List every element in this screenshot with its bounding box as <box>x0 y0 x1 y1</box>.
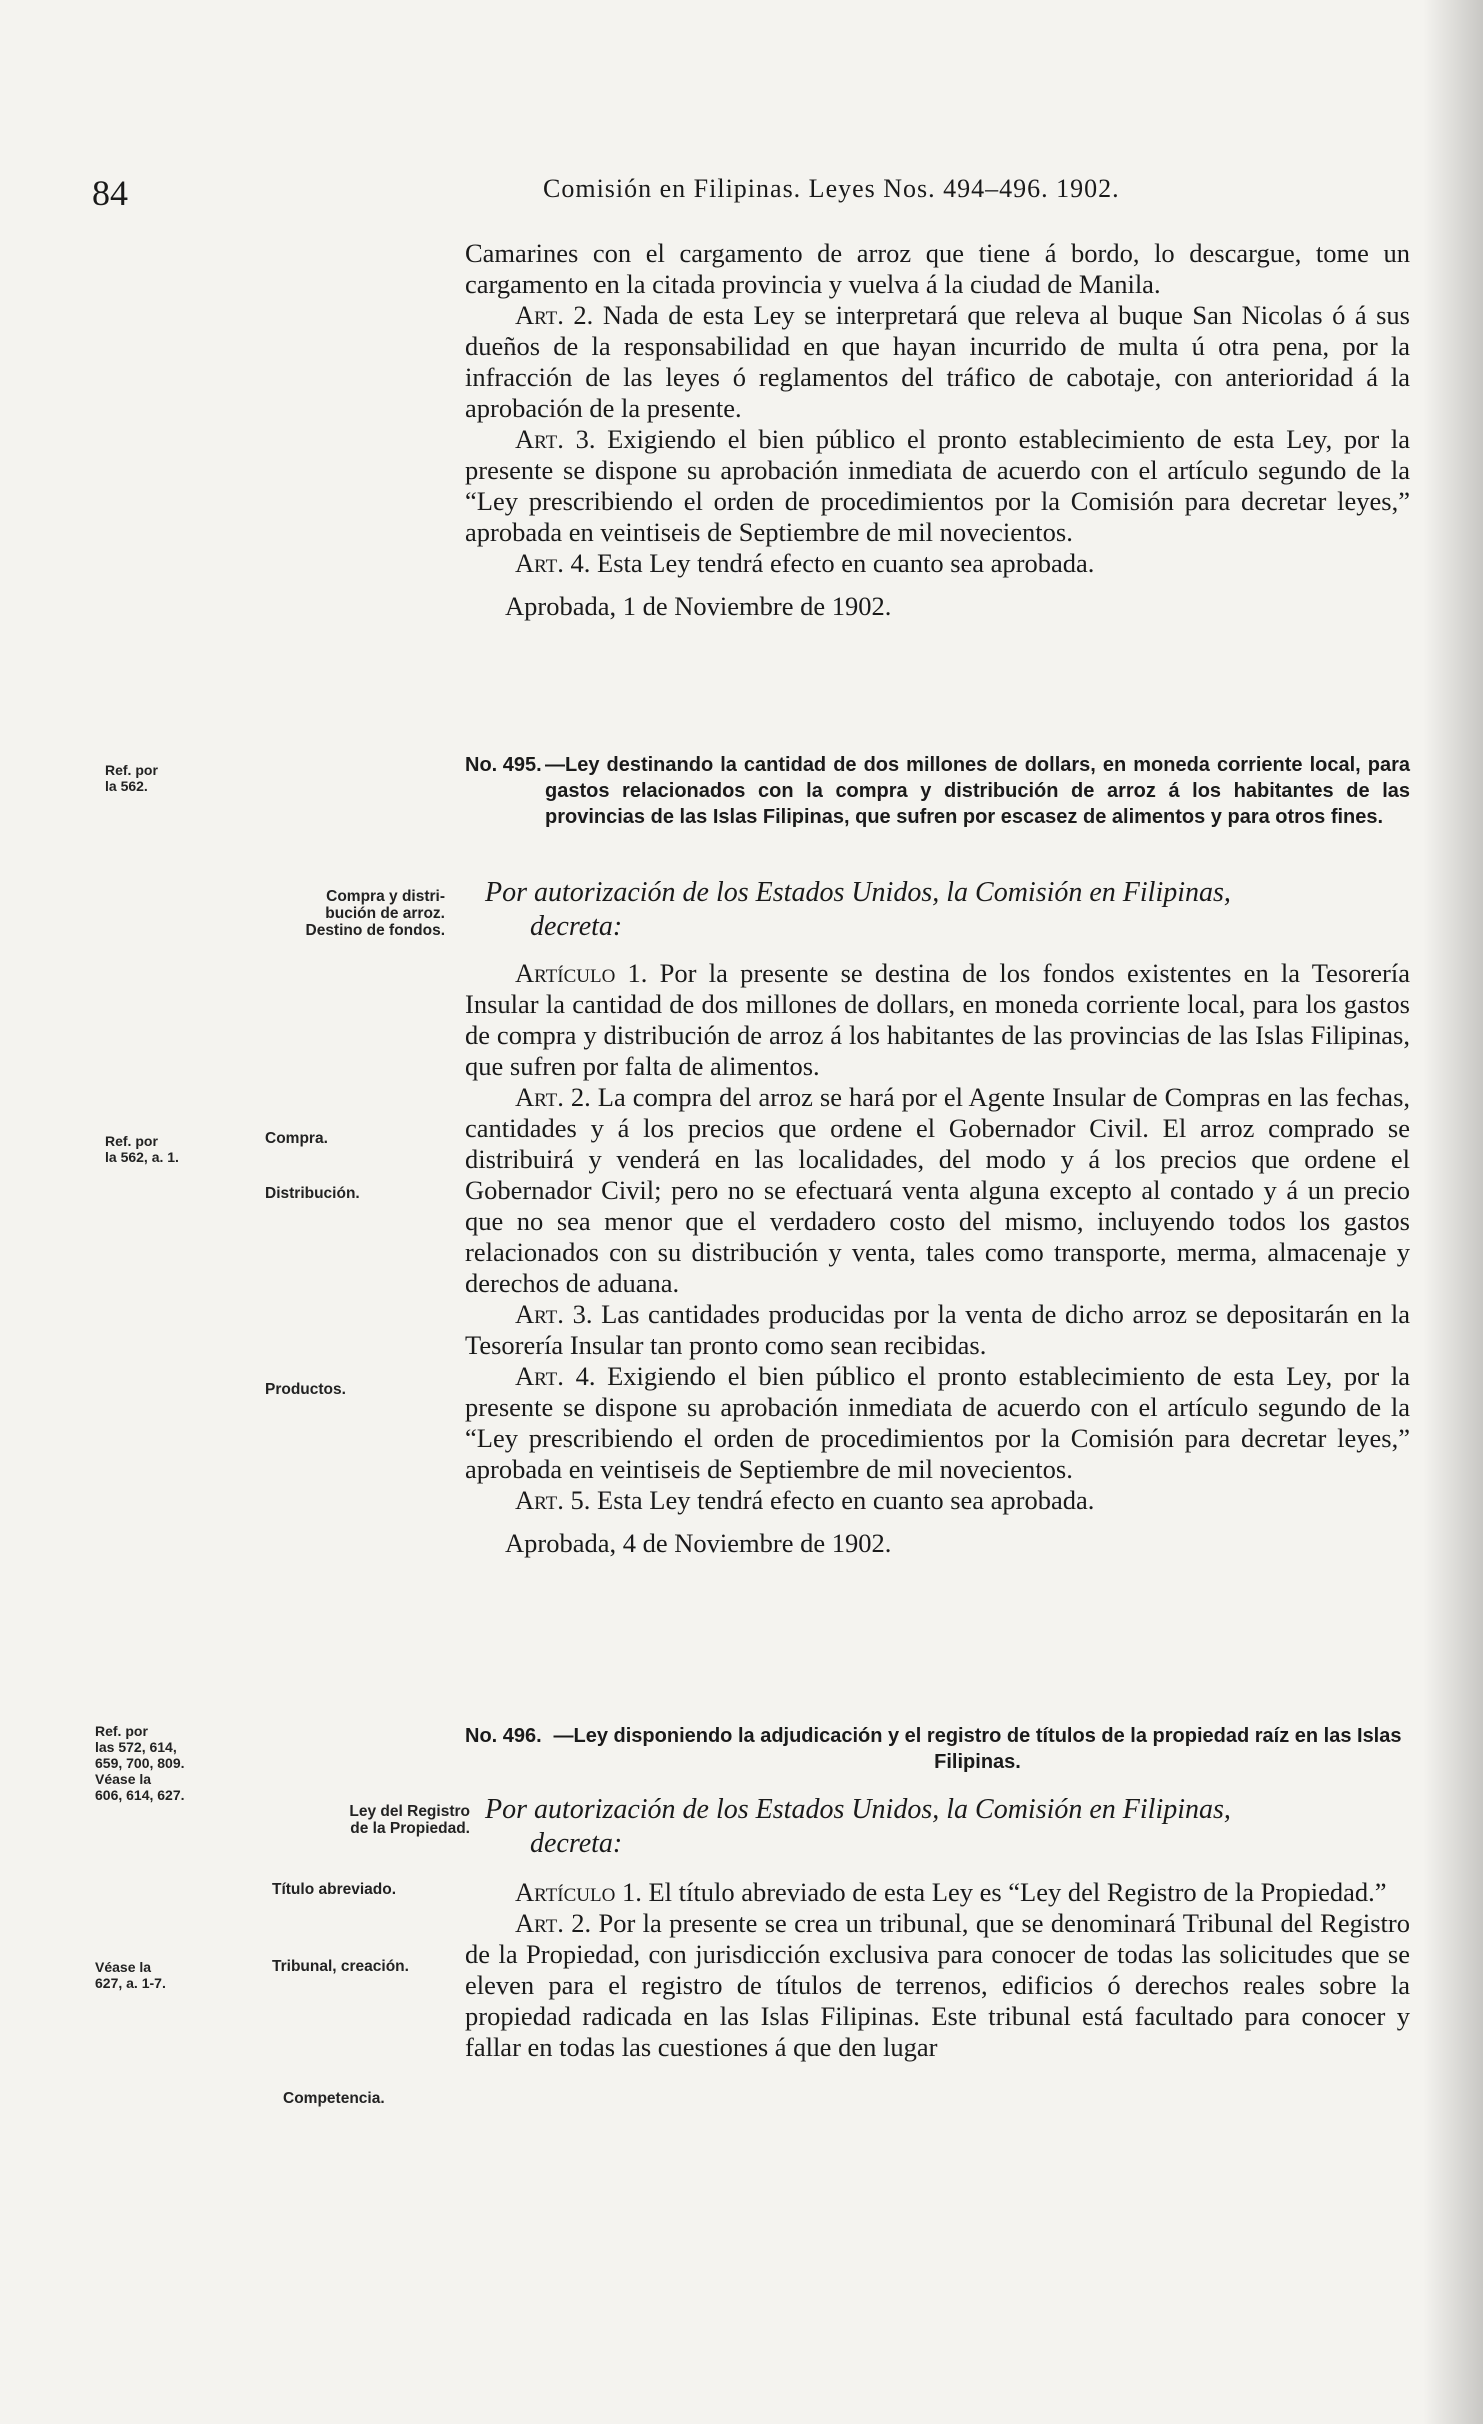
article-label: Artículo 1. <box>515 958 648 988</box>
law-496-heading <box>465 1723 1410 1775</box>
article-text: Exigiendo el bien público el pronto establecimiento de esta Ley, por la presente se dispone su aprobación inmediata de acuerdo con el artículo segundo de la “Ley prescribiendo el orden de procedimientos por la Comisión para decretar leyes,” aprobada en veintiseis de Septiembre de mil novecientos. <box>465 424 1410 547</box>
decreta: decreta: <box>530 1828 623 1859</box>
article-text: Por la presente se crea un tribunal, que se denominará Tribunal del Registro de la Propiedad, con jurisdicción exclusiva para conocer de todas las solicitudes que se eleven para el registro de títulos de terrenos, edificios ó derechos reales sobre la propiedad radicada en las Islas Filipinas. Este tribunal está facultado para conocer y fallar en todas las cuestiones á que den lugar <box>465 1908 1410 2062</box>
article-2 <box>465 1082 1410 1299</box>
law-495-preamble <box>485 876 1410 944</box>
law-number: No. 496. <box>465 1725 542 1747</box>
side-note-distribucion: Distribución. <box>265 1185 360 1202</box>
side-note-compra: Compra. <box>265 1130 328 1147</box>
article-text: Por la presente se destina de los fondos existentes en la Tesorería Insular la cantidad de dos millones de dollars, en moneda corriente local, para los gastos de compra y distribución de arroz á los habitantes de las provincias de las Islas Filipinas, que sufren por falta de alimentos. <box>465 958 1410 1081</box>
law-title: —Ley destinando la cantidad de dos millones de dollars, en moneda corriente local, para gastos relacionados con la compra y distribución de arroz á los habitantes de las provincias de las Islas Filipinas, que sufren por escasez de alimentos y para otros fines. <box>545 754 1410 828</box>
running-head: Comisión en Filipinas. Leyes Nos. 494–496. 1902. <box>543 174 1120 203</box>
side-note-productos: Productos. <box>265 1381 346 1398</box>
article-4 <box>465 548 1410 579</box>
article-3 <box>465 1299 1410 1361</box>
article-3 <box>465 424 1410 548</box>
article-2 <box>465 1908 1410 2063</box>
article-label: Art. 3. <box>515 424 596 454</box>
previous-law-continuation <box>465 238 1410 622</box>
article-5 <box>465 1485 1410 1516</box>
article-label: Artículo 1. <box>515 1877 642 1907</box>
law-496-preamble <box>485 1793 1410 1861</box>
margin-reference-3: Ref. por las 572, 614, 659, 700, 809. Véase la 606, 614, 627. <box>95 1723 185 1803</box>
law-496-body <box>465 1877 1410 2063</box>
page-number: 84 <box>92 173 128 213</box>
margin-reference-2: Ref. por la 562, a. 1. <box>105 1133 179 1165</box>
continuation-paragraph: Camarines con el cargamento de arroz que tiene á bordo, lo descargue, tome un cargamento en la citada provincia y vuelva á la ciudad de Manila. <box>465 238 1410 299</box>
side-note-ley-registro: Ley del Registro de la Propiedad. <box>349 1803 470 1837</box>
approval-date: Aprobada, 1 de Noviembre de 1902. <box>505 591 892 621</box>
article-text: Nada de esta Ley se interpretará que releva al buque San Nicolas ó á sus dueños de la responsabilidad en que hayan incurrido de multa ú otra pena, por la infracción de las leyes ó reglamentos del tráfico de cabotaje, con anterioridad á la aprobación de la presente. <box>465 300 1410 423</box>
article-text: Las cantidades producidas por la venta de dicho arroz se depositarán en la Tesorería Insular tan pronto como sean recibidas. <box>465 1299 1410 1360</box>
article-label: Art. 4. <box>515 1361 596 1391</box>
article-label: Art. 5. <box>515 1485 591 1515</box>
margin-reference-4: Véase la 627, a. 1-7. <box>95 1959 166 1991</box>
article-1 <box>465 1877 1410 1908</box>
decreta: decreta: <box>530 911 623 942</box>
article-1 <box>465 958 1410 1082</box>
article-4 <box>465 1361 1410 1485</box>
preamble-text: Por autorización de los Estados Unidos, la Comisión en Filipinas, <box>485 1794 1231 1825</box>
article-label: Art. 3. <box>515 1299 593 1329</box>
side-note-compra-distribucion: Compra y distri- bución de arroz. Destino de fondos. <box>305 888 445 939</box>
article-text: El título abreviado de esta Ley es “Ley del Registro de la Propiedad.” <box>648 1877 1387 1907</box>
law-title: —Ley disponiendo la adjudicación y el registro de títulos de la propiedad raíz en las Islas Filipinas. <box>553 1725 1402 1773</box>
article-text: Esta Ley tendrá efecto en cuanto sea aprobada. <box>597 1485 1095 1515</box>
side-note-tribunal-creacion: Tribunal, creación. <box>272 1958 409 1975</box>
article-label: Art. 4. <box>515 548 591 578</box>
law-number: No. 495. <box>465 754 542 776</box>
law-495-heading <box>465 752 1410 830</box>
side-note-titulo-abreviado: Título abreviado. <box>272 1881 397 1898</box>
article-label: Art. 2. <box>515 300 594 330</box>
approval-date: Aprobada, 4 de Noviembre de 1902. <box>505 1528 892 1558</box>
article-2 <box>465 300 1410 424</box>
page-edge-shadow <box>1423 0 1483 2424</box>
article-text: Esta Ley tendrá efecto en cuanto sea aprobada. <box>597 548 1095 578</box>
law-495-body <box>465 958 1410 1559</box>
side-note-competencia: Competencia. <box>283 2090 385 2107</box>
margin-reference-1: Ref. por la 562. <box>105 762 158 794</box>
article-text: Exigiendo el bien público el pronto establecimiento de esta Ley, por la presente se dispone su aprobación inmediata de acuerdo con el artículo segundo de la “Ley prescribiendo el orden de procedimientos por la Comisión para decretar leyes,” aprobada en veintiseis de Septiembre de mil novecientos. <box>465 1361 1410 1484</box>
preamble-text: Por autorización de los Estados Unidos, la Comisión en Filipinas, <box>485 877 1231 908</box>
article-label: Art. 2. <box>515 1082 591 1112</box>
article-label: Art. 2. <box>515 1908 592 1938</box>
article-text: La compra del arroz se hará por el Agente Insular de Compras en las fechas, cantidades y á los precios que ordene el Gobernador Civil. El arroz comprado se distribuirá y venderá en las localidades, del modo y á los precios que ordene el Gobernador Civil; pero no se efectuará venta alguna excepto al contado y á un precio que no sea menor que el verdadero costo del mismo, incluyendo todos los gastos relacionados con su distribución y venta, tales como transporte, merma, almacenaje y derechos de aduana. <box>465 1082 1411 1298</box>
